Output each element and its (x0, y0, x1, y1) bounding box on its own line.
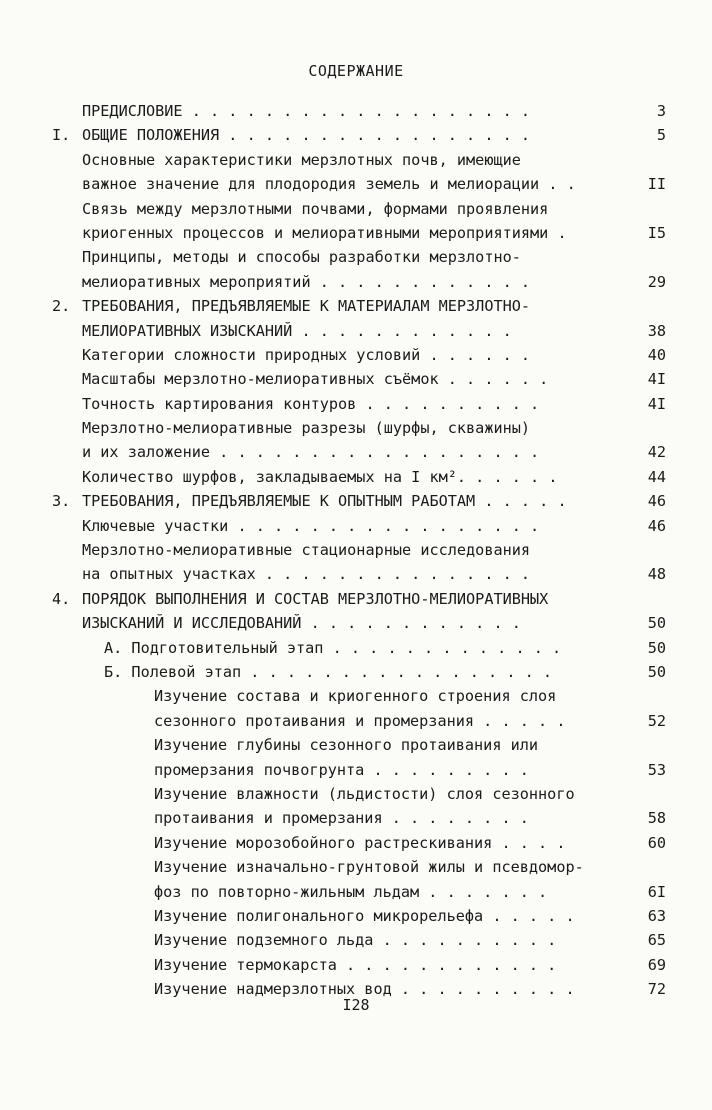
page-title: СОДЕРЖАНИЕ (308, 62, 404, 80)
toc-page-number: 60 (647, 833, 666, 852)
toc-page-number: 52 (647, 711, 666, 730)
toc-entry-text: Изучение полигонального микрорельефа . . . . . (154, 906, 575, 925)
toc-page-number: 58 (647, 809, 666, 828)
toc-entry-text: Связь между мерзлотными почвами, формами проявления (82, 199, 549, 218)
toc-row (0, 197, 712, 221)
toc-row (0, 782, 712, 806)
toc-row (0, 855, 712, 879)
toc-row (0, 440, 712, 464)
toc-entry-text: Изучение изначально-грунтовой жилы и псевдомор- (154, 858, 584, 877)
toc-page-number: 40 (647, 345, 666, 364)
toc-row (0, 636, 712, 660)
toc-page-number: 44 (647, 467, 666, 486)
toc-row (0, 806, 712, 830)
toc-row (0, 319, 712, 343)
toc-row (0, 489, 712, 513)
toc-entry-text: Изучение морозобойного растрескивания . . . . (154, 833, 566, 852)
toc-row (0, 270, 712, 294)
toc-entry-text: Б. Полевой этап . . . . . . . . . . . . . . . . . (104, 662, 553, 681)
toc-row (0, 904, 712, 928)
toc-page-number: 42 (647, 443, 666, 462)
toc-row (0, 733, 712, 757)
toc-row (0, 465, 712, 489)
toc-page-number: 63 (647, 906, 666, 925)
toc-row (0, 587, 712, 611)
toc-row (0, 880, 712, 904)
toc-row (0, 562, 712, 586)
toc-entry-text: мелиоративных мероприятий . . . . . . . . . . . . (82, 272, 531, 291)
toc-entry-text: промерзания почвогрунта . . . . . . . . . (154, 760, 529, 779)
toc-page-number: 69 (647, 955, 666, 974)
toc-row (0, 99, 712, 123)
toc-page-number: 50 (647, 638, 666, 657)
toc-entry-text: Изучение состава и криогенного строения слоя (154, 687, 557, 706)
toc-row (0, 148, 712, 172)
toc-entry-text: криогенных процессов и мелиоративными мероприятиями . (82, 223, 567, 242)
toc-entry-text: ПРЕДИСЛОВИЕ . . . . . . . . . . . . . . . . . . . (82, 102, 531, 120)
toc-entry-text: Ключевые участки . . . . . . . . . . . . . . . . . (82, 516, 540, 535)
toc-entry-text: ПОРЯДОК ВЫПОЛНЕНИЯ И СОСТАВ МЕРЗЛОТНО-МЕЛИОРАТИВНЫХ (82, 589, 549, 608)
toc-row (0, 709, 712, 733)
toc-page-number: I5 (647, 223, 666, 242)
toc-page-number: II (647, 175, 666, 194)
toc-page-number: 4I (647, 370, 666, 389)
toc-page-number: 4I (647, 394, 666, 413)
toc-row (0, 294, 712, 318)
toc-row (0, 221, 712, 245)
toc-row (0, 514, 712, 538)
toc-page-number: 46 (647, 516, 666, 535)
toc-entry-text: на опытных участках . . . . . . . . . . . . . . . (82, 565, 531, 584)
page-number: I28 (342, 996, 370, 1014)
table-of-contents (0, 99, 712, 1001)
toc-row (0, 611, 712, 635)
toc-section-number: 2. (52, 297, 71, 316)
toc-entry-text: Мерзлотно-мелиоративные разрезы (шурфы, скважины) (82, 419, 531, 438)
toc-page-number: 46 (647, 492, 666, 511)
toc-page-number: 65 (647, 931, 666, 950)
toc-entry-text: ОБЩИЕ ПОЛОЖЕНИЯ . . . . . . . . . . . . . . . . . (82, 126, 531, 145)
toc-row (0, 392, 712, 416)
toc-entry-text: Изучение термокарста . . . . . . . . . . . . (154, 955, 557, 974)
toc-row (0, 660, 712, 684)
toc-row (0, 123, 712, 147)
toc-entry-text: ИЗЫСКАНИЙ И ИССЛЕДОВАНИЙ . . . . . . . . . . . . (82, 614, 521, 633)
toc-row (0, 831, 712, 855)
toc-row (0, 367, 712, 391)
toc-entry-text: сезонного протаивания и промерзания . . . . . (154, 711, 566, 730)
toc-page-number: 6I (647, 882, 666, 901)
toc-page-number: 50 (647, 662, 666, 681)
toc-row (0, 758, 712, 782)
toc-entry-text: Изучение глубины сезонного протаивания или (154, 736, 539, 755)
toc-entry-text: важное значение для плодородия земель и мелиорации . . (82, 175, 576, 194)
toc-page-number: 3 (656, 102, 666, 120)
toc-page-number: 50 (647, 614, 666, 633)
toc-entry-text: ТРЕБОВАНИЯ, ПРЕДЪЯВЛЯЕМЫЕ К ОПЫТНЫМ РАБОТАМ . . . . . (82, 492, 567, 511)
toc-entry-text: Изучение подземного льда . . . . . . . . . . (154, 931, 557, 950)
toc-entry-text: Точность картирования контуров . . . . . . . . . . (82, 394, 540, 413)
toc-row (0, 684, 712, 708)
toc-entry-text: фоз по повторно-жильным льдам . . . . . . . (154, 882, 548, 901)
toc-entry-text: Изучение влажности (льдистости) слоя сезонного (154, 784, 575, 803)
toc-row (0, 172, 712, 196)
toc-entry-text: А. Подготовительный этап . . . . . . . . . . . . . (104, 638, 562, 657)
toc-entry-text: Изучение надмерзлотных вод . . . . . . . . . . (154, 980, 575, 999)
toc-section-number: 4. (52, 589, 71, 608)
toc-section-number: 3. (52, 492, 71, 511)
toc-entry-text: Категории сложности природных условий . . . . . . (82, 345, 531, 364)
toc-entry-text: протаивания и промерзания . . . . . . . . (154, 809, 529, 828)
toc-page-number: 72 (647, 980, 666, 999)
toc-row (0, 538, 712, 562)
toc-page-number: 38 (647, 321, 666, 340)
toc-entry-text: и их заложение . . . . . . . . . . . . . . . . . . (82, 443, 540, 462)
toc-row (0, 245, 712, 269)
toc-entry-text: Принципы, методы и способы разработки мерзлотно- (82, 248, 521, 267)
toc-entry-text: МЕЛИОРАТИВНЫХ ИЗЫСКАНИЙ . . . . . . . . . . . . (82, 321, 512, 340)
toc-row (0, 416, 712, 440)
toc-page-number: 48 (647, 565, 666, 584)
toc-row (0, 928, 712, 952)
toc-row (0, 343, 712, 367)
toc-page-number: 29 (647, 272, 666, 291)
toc-entry-text: ТРЕБОВАНИЯ, ПРЕДЪЯВЛЯЕМЫЕ К МАТЕРИАЛАМ МЕРЗЛОТНО- (82, 297, 531, 316)
toc-page-number: 53 (647, 760, 666, 779)
toc-entry-text: Масштабы мерзлотно-мелиоративных съёмок . . . . . . (82, 370, 549, 389)
toc-entry-text: Основные характеристики мерзлотных почв, имеющие (82, 150, 521, 169)
toc-row (0, 953, 712, 977)
toc-section-number: I. (52, 126, 71, 145)
toc-page-number: 5 (656, 126, 666, 145)
toc-entry-text: Мерзлотно-мелиоративные стационарные исследования (82, 541, 531, 560)
toc-entry-text: Количество шурфов, закладываемых на I км². . . . . . (82, 467, 558, 486)
